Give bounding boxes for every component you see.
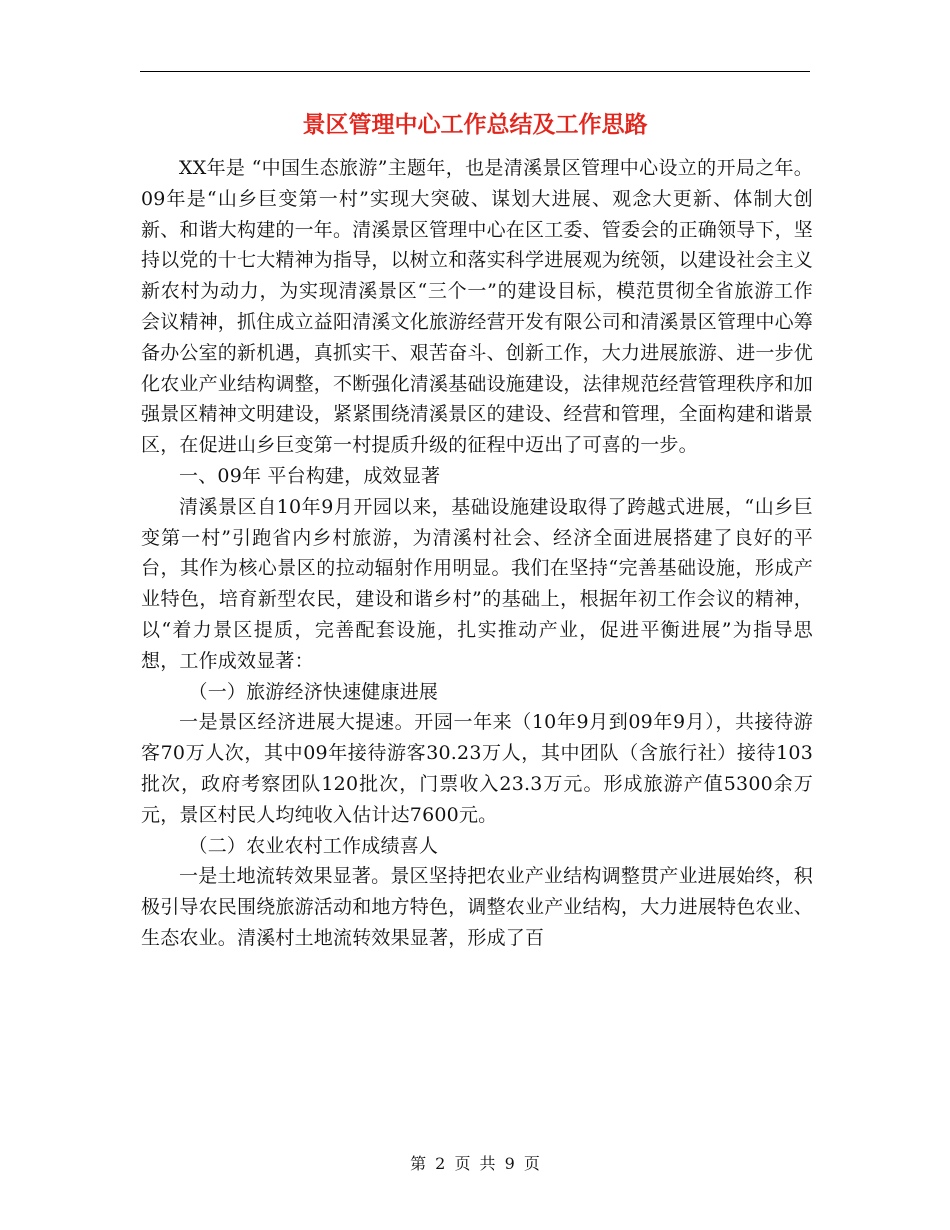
page-number-footer: 第 2 页 共 9 页: [410, 1154, 540, 1173]
subsection-heading-2: （二）农业农村工作成绩喜人: [188, 834, 439, 857]
subsection-paragraph-2: 一是土地流转效果显著。景区坚持把农业产业结构调整贯产业进展始终，积极引导农民围绕旅游活动和地方特色，调整农业产业结构，大力进展特色农业、生态农业。清溪村土地流转效果显著，形成了百: [141, 865, 814, 949]
section-paragraph: 清溪景区自10年9月开园以来，基础设施建设取得了跨越式进展，“山乡巨变第一村”引跑省内乡村旅游，为清溪村社会、经济全面进展搭建了良好的平台，其作为核心景区的拉动辐射作用明显。我们在坚持“完善基础设施，形成产业特色，培育新型农民，建设和谐乡村”的基础上，根据年初工作会议的精神，以“着力景区提质，完善配套设施，扎实推动产业，促进平衡进展”为指导思想，工作成效显著：: [141, 495, 813, 672]
header-rule: [140, 71, 810, 72]
document-title: 景区管理中心工作总结及工作思路: [302, 112, 648, 138]
document-body: [141, 153, 813, 954]
intro-paragraph: XX年是 “中国生态旅游”主题年，也是清溪景区管理中心设立的开局之年。09年是“山乡巨变第一村”实现大突破、谋划大进展、观念大更新、体制大创新、和谐大构建的一年。清溪景区管理中心在区工委、管委会的正确领导下，坚持以党的十七大精神为指导，以树立和落实科学进展观为统领，以建设社会主义新农村为动力，为实现清溪景区“三个一”的建设目标，模范贯彻全省旅游工作会议精神，抓住成立益阳清溪文化旅游经营开发有限公司和清溪景区管理中心筹备办公室的新机遇，真抓实干、艰苦奋斗、创新工作，大力进展旅游、进一步优化农业产业结构调整，不断强化清溪基础设施建设，法律规范经营管理秩序和加强景区精神文明建设，紧紧围绕清溪景区的建设、经营和管理，全面构建和谐景区，在促进山乡巨变第一村提质升级的征程中迈出了可喜的一步。: [141, 157, 814, 457]
subsection-paragraph-1: 一是景区经济进展大提速。开园一年来（10年9月到09年9月），共接待游客70万人次，其中09年接待游客30.23万人，其中团队（含旅行社）接待103批次，政府考察团队120批次，门票收入23.3万元。形成旅游产值5300余万元，景区村民人均纯收入估计达7600元。: [141, 711, 813, 826]
section-heading: 一、09年 平台构建，成效显著: [179, 464, 441, 487]
subsection-heading-1: （一）旅游经济快速健康进展: [188, 680, 439, 703]
